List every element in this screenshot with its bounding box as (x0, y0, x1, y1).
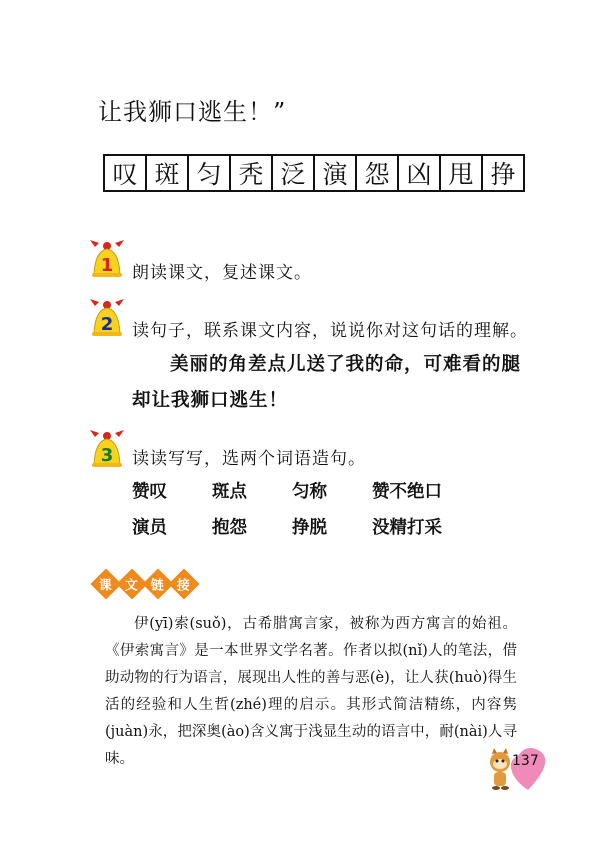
vocab-word: 演员 (132, 518, 167, 538)
tag-char: 接 (177, 578, 191, 594)
character-cell: 泛 (273, 156, 315, 190)
vocab-word: 抱怨 (212, 518, 247, 538)
continuation-text: 让我狮口逃生！” (98, 98, 287, 126)
character-cell: 挣 (490, 160, 516, 189)
tag-char: 链 (151, 578, 165, 594)
paragraph-text: 伊(yī)索(suǒ)，古希腊寓言家，被称为西方寓言的始祖。《伊索寓言》是一本世界文学名著。作者以拟(nǐ)人的笔法，借助动物的行为语言，展现出人性的善与恶(è)，让人获(huò)得生活的经验和人生哲(zhé)理的启示。其形式简洁精练，内容隽(juàn)永，把深奥(ào)含义寓于浅显生动的语言中，耐(nài)人寻味。 (105, 616, 517, 767)
vocab-word: 匀称 (292, 482, 327, 502)
bell-icon (88, 427, 122, 467)
tag-char: 文 (125, 578, 139, 594)
vocab-word: 挣脱 (292, 518, 327, 538)
quote-line: 美丽的角差点儿送了我的命，可难看的腿 (170, 354, 522, 375)
vocab-word: 没精打采 (372, 518, 442, 538)
exercise-1-text: 朗读课文，复述课文。 (132, 263, 312, 283)
character-grid (103, 154, 525, 192)
vocab-word: 赞叹 (132, 482, 167, 502)
character-cell: 秃 (231, 156, 273, 190)
exercise-number: 2 (100, 314, 114, 335)
tag-char: 课 (99, 578, 113, 594)
vocab-word: 斑点 (212, 482, 247, 502)
bell-icon (88, 237, 122, 277)
character-cell: 匀 (189, 156, 231, 190)
exercise-number: 1 (100, 255, 114, 276)
exercise-2-text: 读句子，联系课文内容，说说你对这句话的理解。 (132, 321, 528, 341)
link-section-tag (95, 573, 199, 595)
character-cell: 演 (315, 156, 357, 190)
quote-line: 却让我狮口逃生！ (132, 390, 289, 411)
character-cell: 叹 (105, 156, 147, 190)
character-cell: 甩 (441, 156, 483, 190)
character-cell: 斑 (147, 156, 189, 190)
character-cell: 凶 (399, 156, 441, 190)
link-paragraph (105, 611, 517, 773)
vocab-word: 赞不绝口 (372, 482, 442, 502)
page-number: 137 (512, 753, 539, 769)
bell-icon (88, 296, 122, 336)
character-cell: 怨 (357, 156, 399, 190)
raccoon-mascot-icon (490, 748, 510, 790)
exercise-3-text: 读读写写，选两个词语造句。 (132, 449, 366, 469)
exercise-number: 3 (100, 445, 114, 466)
